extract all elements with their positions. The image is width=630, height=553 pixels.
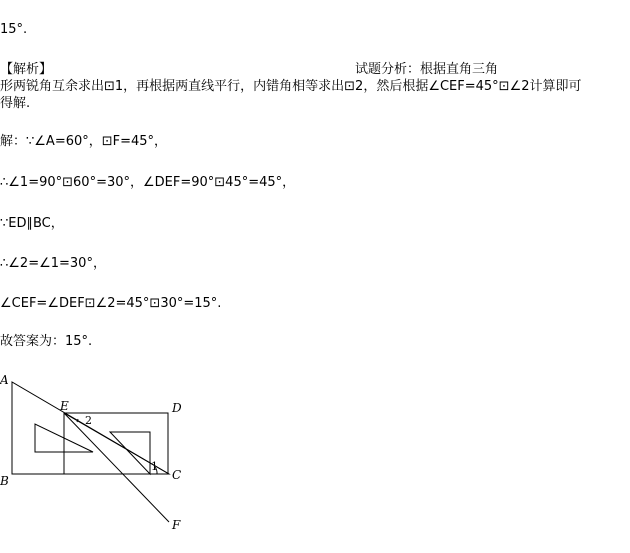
analysis-line-1 bbox=[0, 62, 498, 78]
solution-step-2: ∴∠1=90°⊡60°=30°，∠DEF=90°⊡45°=45°， bbox=[0, 175, 296, 190]
analysis-line-2: 形两锐角互余求出⊡1，再根据两直线平行，内错角相等求出⊡2，然后根据∠CEF=45°⊡∠2计算即可 bbox=[0, 79, 582, 94]
label-a: A bbox=[0, 373, 9, 387]
label-f: F bbox=[172, 518, 181, 532]
answer-top: 15°. bbox=[0, 22, 28, 37]
geometry-figure bbox=[0, 372, 200, 550]
label-e: E bbox=[60, 399, 69, 413]
analysis-line-3: 得解. bbox=[0, 96, 31, 111]
solution-step-4: ∴∠2=∠1=30°， bbox=[0, 256, 106, 271]
answer-line: 故答案为：15°. bbox=[0, 334, 93, 349]
solution-step-5: ∠CEF=∠DEF⊡∠2=45°⊡30°=15°. bbox=[0, 296, 222, 311]
solution-step-1: 解：∵∠A=60°，⊡F=45°， bbox=[0, 134, 168, 149]
solution-step-3: ∵ED∥BC， bbox=[0, 216, 64, 231]
label-angle-2: 2 bbox=[85, 414, 92, 427]
label-b: B bbox=[0, 474, 9, 488]
analysis-heading: 【解析】 bbox=[0, 62, 53, 77]
analysis-intro: 试题分析：根据直角三角 bbox=[355, 62, 499, 77]
label-d: D bbox=[172, 401, 182, 415]
label-angle-1: 1 bbox=[151, 460, 158, 473]
label-c: C bbox=[172, 468, 182, 482]
